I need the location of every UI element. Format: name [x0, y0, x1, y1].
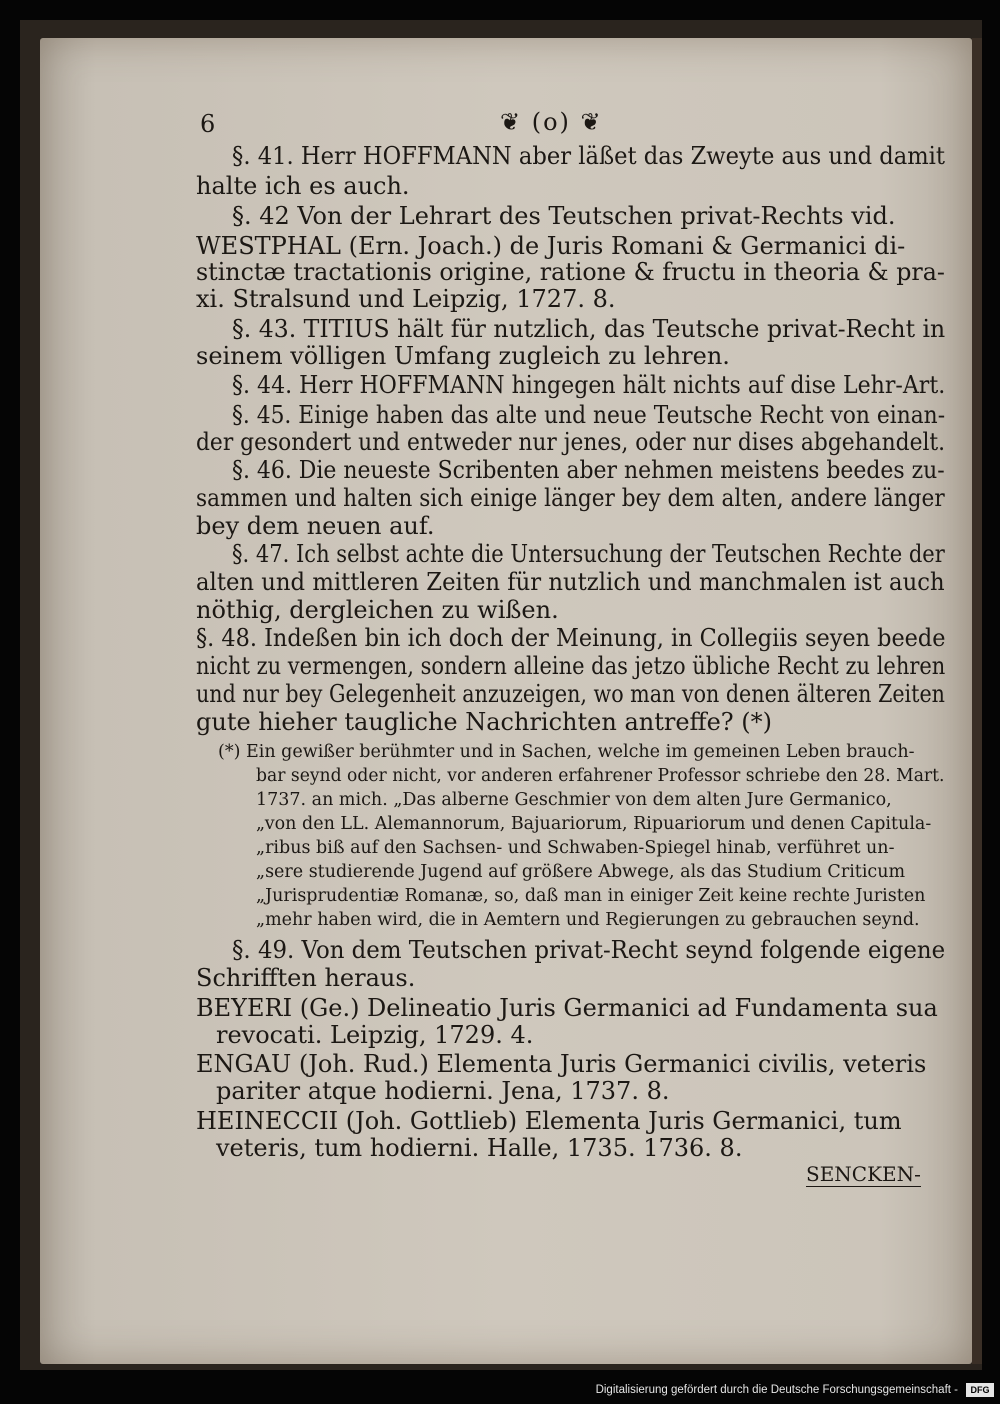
page-edge — [972, 38, 982, 1364]
text-line: und nur bey Gelegenheit anzuzeigen, wo man von denen älteren Zeiten — [196, 680, 945, 708]
text-line: §. 42 Von der Lehrart des Teutschen privat-Rechts vid. — [232, 202, 896, 230]
text-line: §. 45. Einige haben das alte und neue Teutsche Recht von einan- — [232, 401, 946, 429]
text-line: revocati. Leipzig, 1729. 4. — [216, 1021, 534, 1049]
text-line: BEYERI (Ge.) Delineatio Juris Germanici ad Fundamenta sua — [196, 994, 938, 1022]
page-number: 6 — [200, 110, 216, 138]
text-line: HEINECCII (Joh. Gottlieb) Elementa Juris Germanici, tum — [196, 1107, 902, 1135]
text-line: xi. Stralsund und Leipzig, 1727. 8. — [196, 285, 616, 313]
footnote-line: „mehr haben wird, die in Aemtern und Regierungen zu gebrauchen seynd. — [256, 910, 920, 930]
footnote-line: „ribus biß auf den Sachsen- und Schwaben-Spiegel hinab, verführet un- — [256, 838, 895, 858]
text-line: stinctæ tractationis origine, ratione & fructu in theoria & pra- — [196, 258, 945, 286]
funding-credit: Digitalisierung gefördert durch die Deutsche Forschungsgemeinschaft - — [595, 1384, 958, 1396]
text-line: §. 47. Ich selbst achte die Untersuchung der Teutschen Rechte der — [232, 540, 945, 568]
text-line: bey dem neuen auf. — [196, 512, 435, 540]
text-line: seinem völligen Umfang zugleich zu lehren. — [196, 342, 730, 370]
text-line: §. 49. Von dem Teutschen privat-Recht seynd folgende eigene — [232, 936, 946, 964]
text-line: sammen und halten sich einige länger bey dem alten, andere länger — [196, 484, 945, 512]
text-line: §. 48. Indeßen bin ich doch der Meinung, in Collegiis seyen beede — [196, 624, 946, 652]
catchword: SENCKEN- — [806, 1162, 921, 1186]
footnote-line: „Jurisprudentiæ Romanæ, so, daß man in einiger Zeit keine rechte Juristen — [256, 886, 926, 906]
text-line: veteris, tum hodierni. Halle, 1735. 1736. 8. — [216, 1134, 743, 1162]
footnote-line: (*) Ein gewißer berühmter und in Sachen, welche im gemeinen Leben brauch- — [218, 742, 915, 762]
text-line: ENGAU (Joh. Rud.) Elementa Juris Germanici civilis, veteris — [196, 1050, 927, 1078]
text-line: §. 43. TITIUS hält für nutzlich, das Teutsche privat-Recht in — [232, 315, 946, 343]
text-line: halte ich es auch. — [196, 172, 410, 200]
footnote-line: bar seynd oder nicht, vor anderen erfahrener Professor schriebe den 28. Mart. — [256, 766, 945, 786]
footnote-line: 1737. an mich. „Das alberne Geschmier von dem alten Jure Germanico, — [256, 790, 892, 810]
text-line: pariter atque hodierni. Jena, 1737. 8. — [216, 1077, 670, 1105]
text-line: Schrifften heraus. — [196, 964, 416, 992]
footnote-line: „sere studierende Jugend auf größere Abwege, als das Studium Criticum — [256, 862, 906, 882]
text-line: §. 44. Herr HOFFMANN hingegen hält nichts auf dise Lehr-Art. — [232, 371, 946, 399]
text-line: gute hieher taugliche Nachrichten antreffe? (*) — [196, 708, 772, 736]
dfg-logo: DFG — [966, 1383, 994, 1397]
text-line: §. 46. Die neueste Scribenten aber nehmen meistens beedes zu- — [232, 456, 945, 484]
page-ornament: ❦ (o) ❦ — [500, 108, 603, 136]
text-line: WESTPHAL (Ern. Joach.) de Juris Romani & Germanici di- — [196, 232, 906, 260]
text-line: nicht zu vermengen, sondern alleine das jetzo übliche Recht zu lehren — [196, 652, 946, 680]
text-line: nöthig, dergleichen zu wißen. — [196, 596, 559, 624]
text-line: alten und mittleren Zeiten für nutzlich und manchmalen ist auch — [196, 568, 945, 596]
text-line: §. 41. Herr HOFFMANN aber läßet das Zweyte aus und damit — [232, 142, 946, 170]
text-line: der gesondert und entweder nur jenes, oder nur dises abgehandelt. — [196, 428, 946, 456]
footnote-line: „von den LL. Alemannorum, Bajuariorum, Ripuariorum und denen Capitula- — [256, 814, 932, 834]
